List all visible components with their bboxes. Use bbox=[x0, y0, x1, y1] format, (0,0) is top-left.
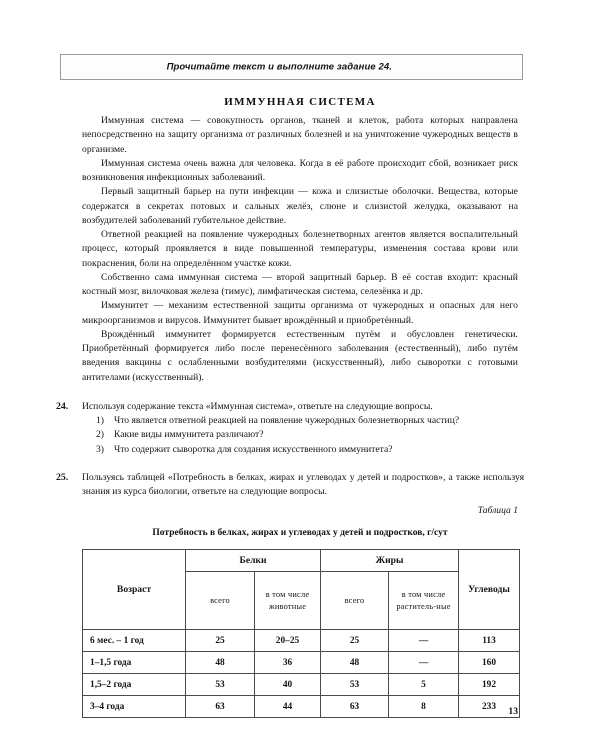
cell-fats-vegetable: 5 bbox=[389, 674, 459, 696]
cell-carbs: 233 bbox=[459, 696, 520, 718]
nutrition-table bbox=[82, 549, 520, 718]
task-24 bbox=[56, 400, 524, 457]
task-24-number: 24. bbox=[56, 401, 69, 412]
cell-carbs: 113 bbox=[459, 630, 520, 652]
task-24-lead: Используя содержание текста «Иммунная система», ответьте на следующие вопросы. bbox=[82, 401, 433, 412]
question-text: Что является ответной реакцией на появление чужеродных болезнетворных частиц? bbox=[114, 415, 460, 427]
cell-proteins-total: 53 bbox=[186, 674, 255, 696]
task-25 bbox=[56, 471, 524, 499]
table-header-carbs: Углеводы bbox=[459, 550, 520, 630]
question-marker: 2) bbox=[96, 429, 104, 441]
table-row bbox=[83, 630, 520, 652]
table-header-proteins-total: всего bbox=[186, 572, 255, 630]
table-header-age: Возраст bbox=[83, 550, 186, 630]
cell-age: 6 мес. – 1 год bbox=[83, 630, 186, 652]
article-paragraph: Иммунитет — механизм естественной защиты организма от чужеродных и опасных для него микроорганизмов и вирусов. Иммунитет бывает врождённый и приобретённый. bbox=[82, 300, 518, 326]
table-row bbox=[83, 696, 520, 718]
table-header-fats-total: всего bbox=[321, 572, 389, 630]
article-title: ИММУННАЯ СИСТЕМА bbox=[224, 96, 376, 108]
table-row bbox=[83, 674, 520, 696]
task-24-question-item bbox=[82, 443, 524, 457]
article-paragraph: Первый защитный барьер на пути инфекции — кожа и слизистые оболочки. Вещества, которые содержатся в секретах потовых и сальных желёз, слюне и слизистой желудка, оказывают на возбудителей заболеваний губительное действие. bbox=[82, 186, 518, 226]
article-paragraph: Иммунная система очень важна для человека. Когда в её работе происходит сбой, возникает риск возникновения инфекционных заболеваний. bbox=[82, 157, 518, 183]
question-text: Что содержит сыворотка для создания искусственного иммунитета? bbox=[114, 443, 393, 455]
cell-proteins-total: 63 bbox=[186, 696, 255, 718]
table-caption: Потребность в белках, жирах и углеводах у детей и подростков, г/сут bbox=[152, 528, 448, 538]
table-row bbox=[83, 652, 520, 674]
task-24-question-list bbox=[82, 414, 524, 457]
article-paragraph: Иммунная система — совокупность органов, тканей и клеток, работа которых направлена непосредственно на защиту организма от различных болезней и на уничтожение чужеродных веществ в организме. bbox=[82, 115, 518, 155]
cell-proteins-animal: 44 bbox=[255, 696, 321, 718]
table-header-proteins-animal: в том числе животные bbox=[255, 572, 321, 630]
cell-fats-total: 25 bbox=[321, 630, 389, 652]
instruction-banner-text: Прочитайте текст и выполните задание 24. bbox=[166, 61, 392, 73]
cell-carbs: 160 bbox=[459, 652, 520, 674]
question-marker: 3) bbox=[96, 443, 104, 455]
question-marker: 1) bbox=[96, 415, 104, 427]
article-body bbox=[82, 114, 518, 385]
task-24-question-item bbox=[82, 428, 524, 442]
cell-proteins-animal: 40 bbox=[255, 674, 321, 696]
cell-proteins-total: 48 bbox=[186, 652, 255, 674]
task-24-question-item bbox=[82, 414, 524, 428]
task-25-number: 25. bbox=[56, 472, 69, 483]
table-header-row-groups bbox=[83, 550, 520, 572]
instruction-banner bbox=[60, 54, 523, 80]
task-25-lead: Пользуясь таблицей «Потребность в белках, жирах и углеводах у детей и подростков», а также используя знания из курса биологии, ответьте на следующие вопросы. bbox=[82, 472, 524, 498]
table-header-fats: Жиры bbox=[321, 550, 459, 572]
table-header-proteins: Белки bbox=[186, 550, 321, 572]
table-header-fats-vegetable: в том числе раститель-ные bbox=[389, 572, 459, 630]
cell-fats-total: 53 bbox=[321, 674, 389, 696]
cell-age: 1,5–2 года bbox=[83, 674, 186, 696]
question-text: Какие виды иммунитета различают? bbox=[114, 429, 264, 441]
article-paragraph: Ответной реакцией на появление чужеродных болезнетворных агентов является воспалительный процесс, который проявляется в виде повышенной температуры, изменения состава крови или покраснения, боли на определённом участке кожи. bbox=[82, 229, 518, 269]
page-number: 13 bbox=[508, 706, 518, 717]
cell-fats-vegetable: 8 bbox=[389, 696, 459, 718]
cell-fats-total: 63 bbox=[321, 696, 389, 718]
cell-fats-total: 48 bbox=[321, 652, 389, 674]
cell-fats-vegetable: — bbox=[389, 652, 459, 674]
cell-age: 1–1,5 года bbox=[83, 652, 186, 674]
cell-age: 3–4 года bbox=[83, 696, 186, 718]
cell-proteins-total: 25 bbox=[186, 630, 255, 652]
cell-fats-vegetable: — bbox=[389, 630, 459, 652]
article-paragraph: Собственно сама иммунная система — второй защитный барьер. В её состав входит: красный костный мозг, вилочковая железа (тимус), лимфатическая система, селезёнка и др. bbox=[82, 271, 518, 297]
cell-proteins-animal: 36 bbox=[255, 652, 321, 674]
cell-proteins-animal: 20–25 bbox=[255, 630, 321, 652]
article-paragraph: Врождённый иммунитет формируется естественным путём и обусловлен генетически. Приобретённый формируется либо после перенесённого заболевания (естественный), либо путём введения вакцины с ослабленными возбудителями (искусственный), либо сыворотки с готовыми антителами (искусственный). bbox=[82, 328, 518, 383]
cell-carbs: 192 bbox=[459, 674, 520, 696]
table-label: Таблица 1 bbox=[477, 505, 518, 516]
